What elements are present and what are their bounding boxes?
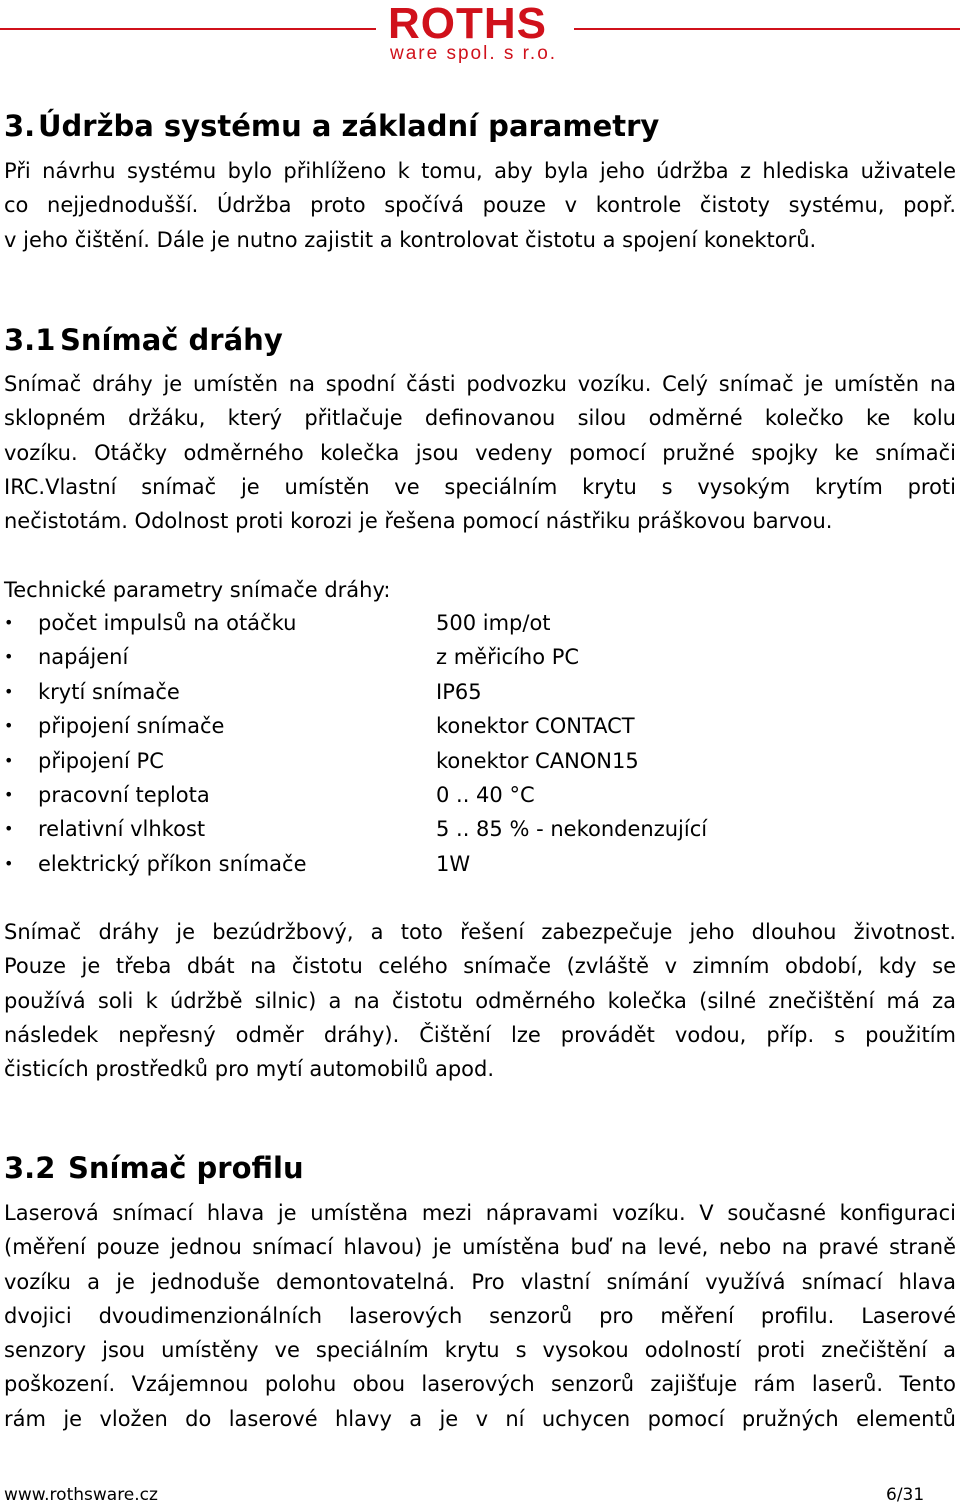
param-name: krytí snímače <box>38 679 180 704</box>
param-value: 1W <box>436 851 471 876</box>
params-heading: Technické parametry snímače dráhy: <box>4 578 391 602</box>
section-3-heading <box>4 108 659 144</box>
param-value: 500 imp/ot <box>436 611 551 635</box>
paragraph-line: (měření pouze jednou snímací hlavou) je umístěna buď na levé, nebo na pravé straně <box>4 1235 956 1260</box>
list-item <box>4 606 956 640</box>
section-3-paragraph <box>4 154 956 257</box>
section-3-2-heading <box>4 1150 304 1186</box>
param-value: konektor CONTACT <box>436 714 635 739</box>
maintenance-paragraph <box>4 915 956 1086</box>
param-value: z měřicího PC <box>436 645 580 670</box>
paragraph-line: co nejjednodušší. Údržba proto spočívá pouze v kontrole čistoty systému, popř. <box>4 193 956 218</box>
bullet: • <box>4 647 14 667</box>
paragraph-line: Snímač dráhy je bezúdržbový, a toto řešení zabezpečuje jeho dlouhou životnost. <box>4 920 956 944</box>
bullet: • <box>4 750 14 770</box>
section-title: Snímač profilu <box>68 1151 304 1185</box>
logo-rule-left <box>0 28 376 30</box>
param-value: IP65 <box>436 679 482 704</box>
footer-website-link[interactable]: www.rothsware.cz <box>4 1485 158 1505</box>
paragraph-line: čisticích prostředků pro mytí automobilů apod. <box>4 1057 495 1082</box>
param-value: 5 .. 85 % - nekondenzující <box>436 817 708 842</box>
logo-wordmark: ROTHS <box>388 0 547 48</box>
section-number: 3.2 <box>4 1151 56 1185</box>
paragraph-line: následek nepřesný odměr dráhy). Čištění lze provádět vodou, příp. s použitím <box>4 1022 956 1047</box>
paragraph-line: rám je vložen do laserové hlavy a je v ní uchycen pomocí pružných elementů <box>4 1406 956 1431</box>
param-name: připojení PC <box>38 748 164 773</box>
param-name: připojení snímače <box>38 714 225 739</box>
bullet: • <box>4 853 14 873</box>
paragraph-line: vozíku a je jednoduše demontovatelná. Pro vlastní snímání využívá snímací hlava <box>4 1269 956 1294</box>
page-number: 6/31 <box>886 1485 925 1505</box>
list-item <box>4 847 956 881</box>
list-item <box>4 640 956 674</box>
paragraph-line: Snímač dráhy je umístěn na spodní části podvozku vozíku. Celý snímač je umístěn na <box>4 372 956 396</box>
param-value: 0 .. 40 °C <box>436 782 535 807</box>
section-3-1-heading <box>4 322 283 358</box>
paragraph-line: Laserová snímací hlava je umístěna mezi nápravami vozíku. V současné konfiguraci <box>4 1201 956 1225</box>
param-name: počet impulsů na otáčku <box>38 611 297 635</box>
section-number: 3.1 <box>4 323 56 357</box>
paragraph-line: Pouze je třeba dbát na čistotu celého snímače (zvláště v zimním období, kdy se <box>4 954 956 979</box>
paragraph-line: poškození. Vzájemnou polohu obou laserových senzorů zajišťuje rám laserů. Tento <box>4 1372 956 1397</box>
param-name: napájení <box>38 645 129 670</box>
section-3-2-paragraph <box>4 1196 956 1436</box>
section-number: 3. <box>4 109 36 143</box>
list-item <box>4 812 956 846</box>
paragraph-line: senzory jsou umístěny ve speciálním krytu s vysokou odolností proti znečištění a <box>4 1338 956 1363</box>
paragraph-line: dvojici dvoudimenzionálních laserových senzorů pro měření profilu. Laserové <box>4 1303 956 1328</box>
paragraph-line: používá soli k údržbě silnic) a na čistotu odměrného kolečka (silné znečištění má za <box>4 988 956 1013</box>
paragraph-line: vozíku. Otáčky odměrného kolečka jsou vedeny pomocí pružné spojky ke snímači <box>4 440 956 465</box>
bullet: • <box>4 716 14 736</box>
param-value: konektor CANON15 <box>436 748 639 773</box>
list-item <box>4 744 956 778</box>
paragraph-line: IRC.Vlastní snímač je umístěn ve speciálním krytu s vysokým krytím proti <box>4 474 956 499</box>
bullet: • <box>4 681 14 701</box>
param-name: relativní vlhkost <box>38 817 206 842</box>
bullet: • <box>4 784 14 804</box>
paragraph-line: Při návrhu systému bylo přihlíženo k tomu, aby byla jeho údržba z hlediska uživatele <box>4 159 956 183</box>
paragraph-line: v jeho čištění. Dále je nutno zajistit a kontrolovat čistotu a spojení konektorů. <box>4 227 817 252</box>
section-title: Údržba systému a základní parametry <box>38 109 660 143</box>
paragraph-line: sklopném držáku, který přitlačuje definovanou silou odměrné kolečko ke kolu <box>4 406 956 431</box>
section-title: Snímač dráhy <box>60 323 283 357</box>
logo-subtitle: ware spol. s r.o. <box>390 43 558 64</box>
list-item <box>4 675 956 709</box>
param-name: elektrický příkon snímače <box>38 851 307 876</box>
param-name: pracovní teplota <box>38 782 210 807</box>
bullet: • <box>4 613 14 632</box>
company-logo <box>0 0 960 70</box>
section-3-1-paragraph <box>4 367 956 538</box>
logo-rule-right <box>574 28 960 30</box>
params-list <box>4 606 956 881</box>
bullet: • <box>4 819 14 839</box>
list-item <box>4 778 956 812</box>
paragraph-line: nečistotám. Odolnost proti korozi je řešena pomocí nástřiku práškovou barvou. <box>4 509 833 534</box>
list-item <box>4 709 956 743</box>
